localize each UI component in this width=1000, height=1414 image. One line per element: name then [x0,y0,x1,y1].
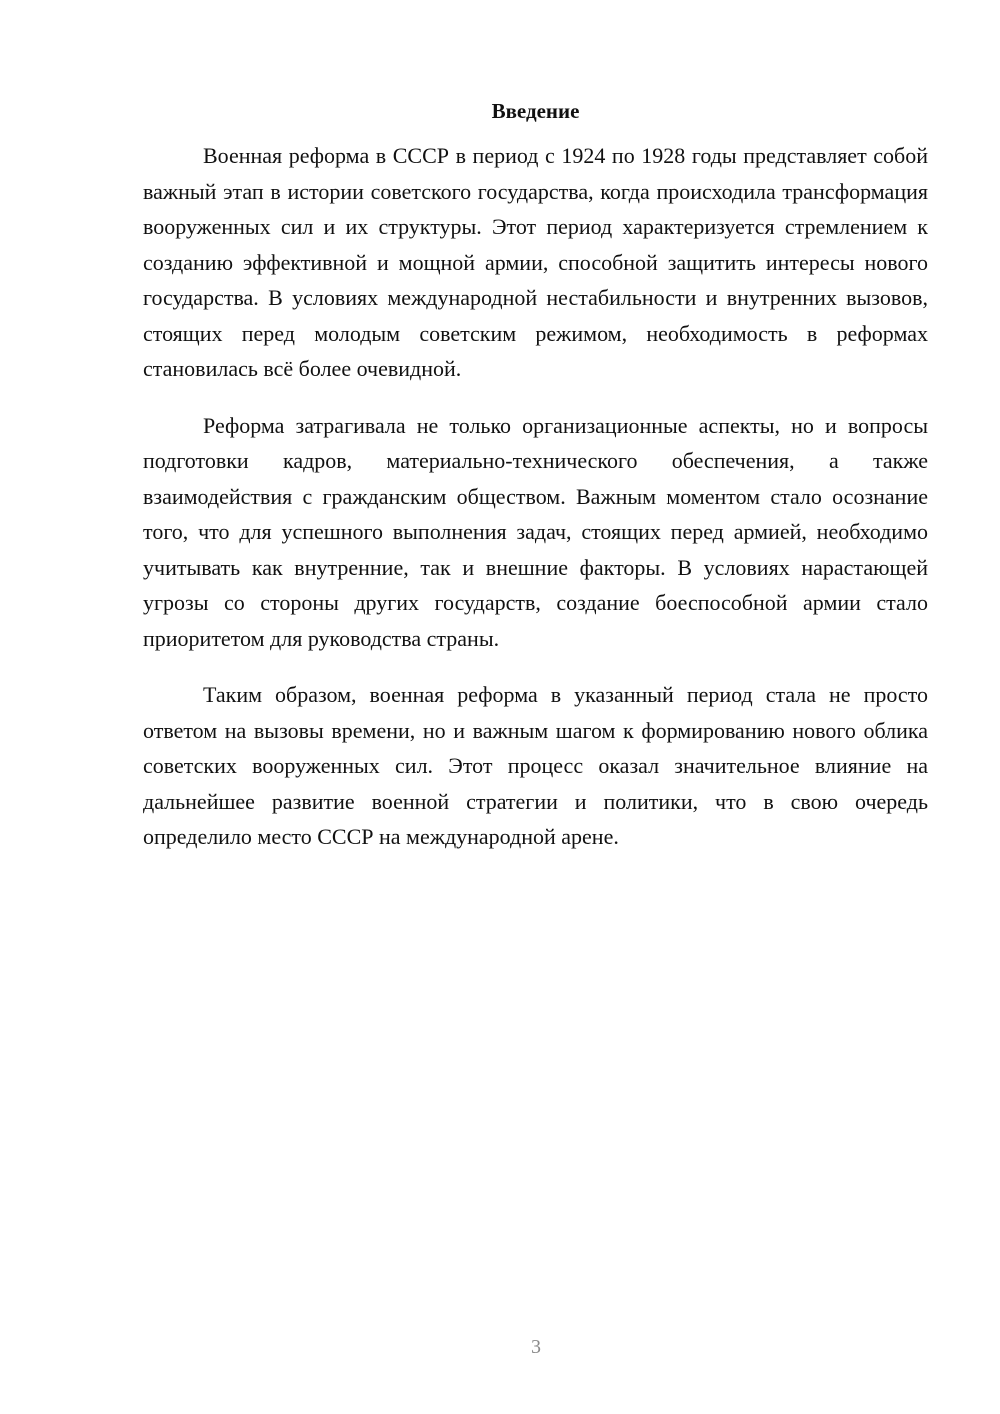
section-title: Введение [491,99,580,123]
paragraph-1: Военная реформа в СССР в период с 1924 по 1928 годы представляет собой важный этап в истории советского государства, когда происходила трансформация вооруженных сил и их структуры. Этот период характеризуется стремлением к созданию эффективной и мощной армии, способной защитить интересы нового государства. В условиях международной нестабильности и внутренних вызовов, стоящих перед молодым советским режимом, необходимость в реформах становилась всё более очевидной. [143,143,928,381]
paragraph-2: Реформа затрагивала не только организационные аспекты, но и вопросы подготовки кадров, материально-технического обеспечения, а также взаимодействия с гражданским обществом. Важным моментом стало осознание того, что для успешного выполнения задач, стоящих перед армией, необходимо учитывать как внутренние, так и внешние факторы. В условиях нарастающей угрозы со стороны других государств, создание боеспособной армии стало приоритетом для руководства страны. [143,412,928,651]
page-number: 3 [531,1336,541,1358]
page-content [143,96,928,855]
paragraph-3: Таким образом, военная реформа в указанный период стала не просто ответом на вызовы времени, но и важным шагом к формированию нового облика советских вооруженных сил. Этот процесс оказал значительное влияние на дальнейшее развитие военной стратегии и политики, что в свою очередь определило место СССР на международной арене. [143,682,928,849]
